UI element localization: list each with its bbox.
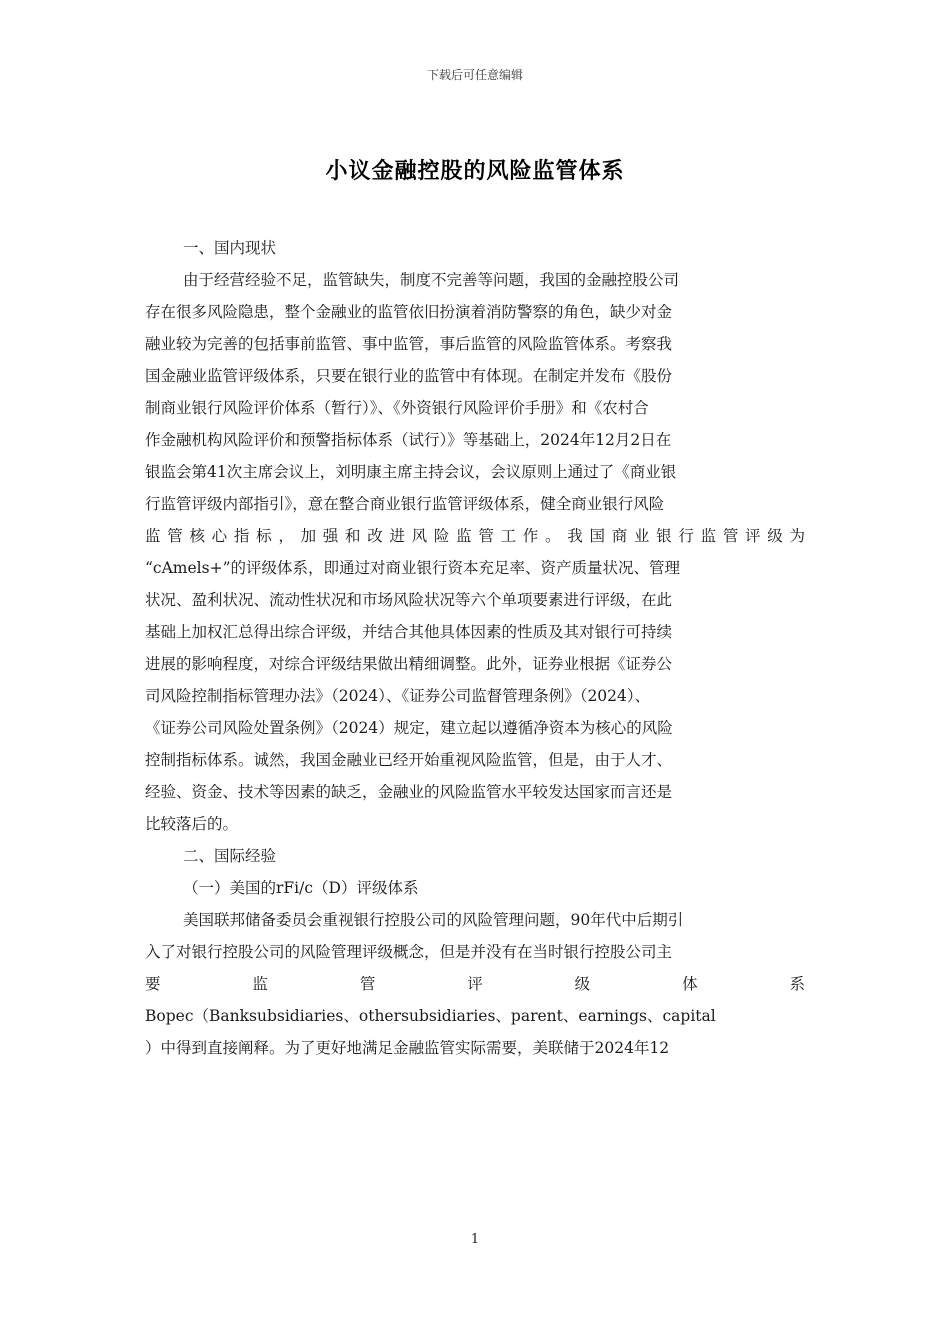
text-line: 要 监 管 评 级 体 系 bbox=[145, 975, 805, 993]
text-line: 基础上加权汇总得出综合评级，并结合其他具体因素的性质及其对银行可持续 bbox=[145, 623, 673, 641]
page-number: 1 bbox=[470, 1232, 480, 1247]
section-heading: 二、国际经验 bbox=[183, 847, 277, 865]
text-line: Bopec（Banksubsidiaries、othersubsidiaries、parent、earnings、capital bbox=[145, 1007, 716, 1025]
text-line: 司风险控制指标管理办法》（2024）、《证券公司监督管理条例》（2024）、 bbox=[145, 687, 651, 705]
text-line: 比较落后的。 bbox=[145, 815, 239, 833]
section-heading: （一）美国的rFi/c（D）评级体系 bbox=[183, 879, 419, 897]
text-line: 经验、资金、技术等因素的缺乏，金融业的风险监管水平较发达国家而言还是 bbox=[145, 783, 673, 801]
text-line: 监管核心指标，加强和改进风险监管工作。我国商业银行监管评级为 bbox=[145, 527, 805, 545]
text-line: “cAmels+”的评级体系，即通过对商业银行资本充足率、资产质量状况、管理 bbox=[145, 559, 680, 577]
text-line: 美国联邦储备委员会重视银行控股公司的风险管理问题，90年代中后期引 bbox=[183, 911, 684, 929]
body-text bbox=[145, 232, 805, 1064]
text-line: 状况、盈利状况、流动性状况和市场风险状况等六个单项要素进行评级，在此 bbox=[145, 591, 673, 609]
text-line: 入了对银行控股公司的风险管理评级概念，但是并没有在当时银行控股公司主 bbox=[145, 943, 673, 961]
text-line: 由于经营经验不足，监管缺失，制度不完善等问题，我国的金融控股公司 bbox=[183, 271, 680, 289]
text-line: 制商业银行风险评价体系（暂行）》、《外资银行风险评价手册》和《农村合 bbox=[145, 399, 649, 417]
text-line: 作金融机构风险评价和预警指标体系（试行）》等基础上，2024年12月2日在 bbox=[145, 431, 672, 449]
text-line: 存在很多风险隐患，整个金融业的监管依旧扮演着消防警察的角色，缺少对金 bbox=[145, 303, 673, 321]
text-line: 银监会第41次主席会议上，刘明康主席主持会议，会议原则上通过了《商业银 bbox=[145, 463, 677, 481]
section-heading: 一、国内现状 bbox=[183, 239, 277, 257]
text-line: 进展的影响程度，对综合评级结果做出精细调整。此外，证券业根据《证券公 bbox=[145, 655, 673, 673]
text-line: 控制指标体系。诚然，我国金融业已经开始重视风险监管，但是，由于人才、 bbox=[145, 751, 673, 769]
document-title: 小议金融控股的风险监管体系 bbox=[325, 159, 625, 184]
text-line: 融业较为完善的包括事前监管、事中监管，事后监管的风险监管体系。考察我 bbox=[145, 335, 673, 353]
text-line: 《证券公司风险处置条例》（2024）规定，建立起以遵循净资本为核心的风险 bbox=[145, 719, 673, 737]
header-note: 下载后可任意编辑 bbox=[426, 68, 523, 82]
text-line: ）中得到直接阐释。为了更好地满足金融监管实际需要，美联储于2024年12 bbox=[145, 1039, 670, 1057]
text-line: 行监管评级内部指引》，意在整合商业银行监管评级体系，健全商业银行风险 bbox=[145, 495, 665, 513]
text-line: 国金融业监管评级体系，只要在银行业的监管中有体现。在制定并发布《股份 bbox=[145, 367, 673, 385]
